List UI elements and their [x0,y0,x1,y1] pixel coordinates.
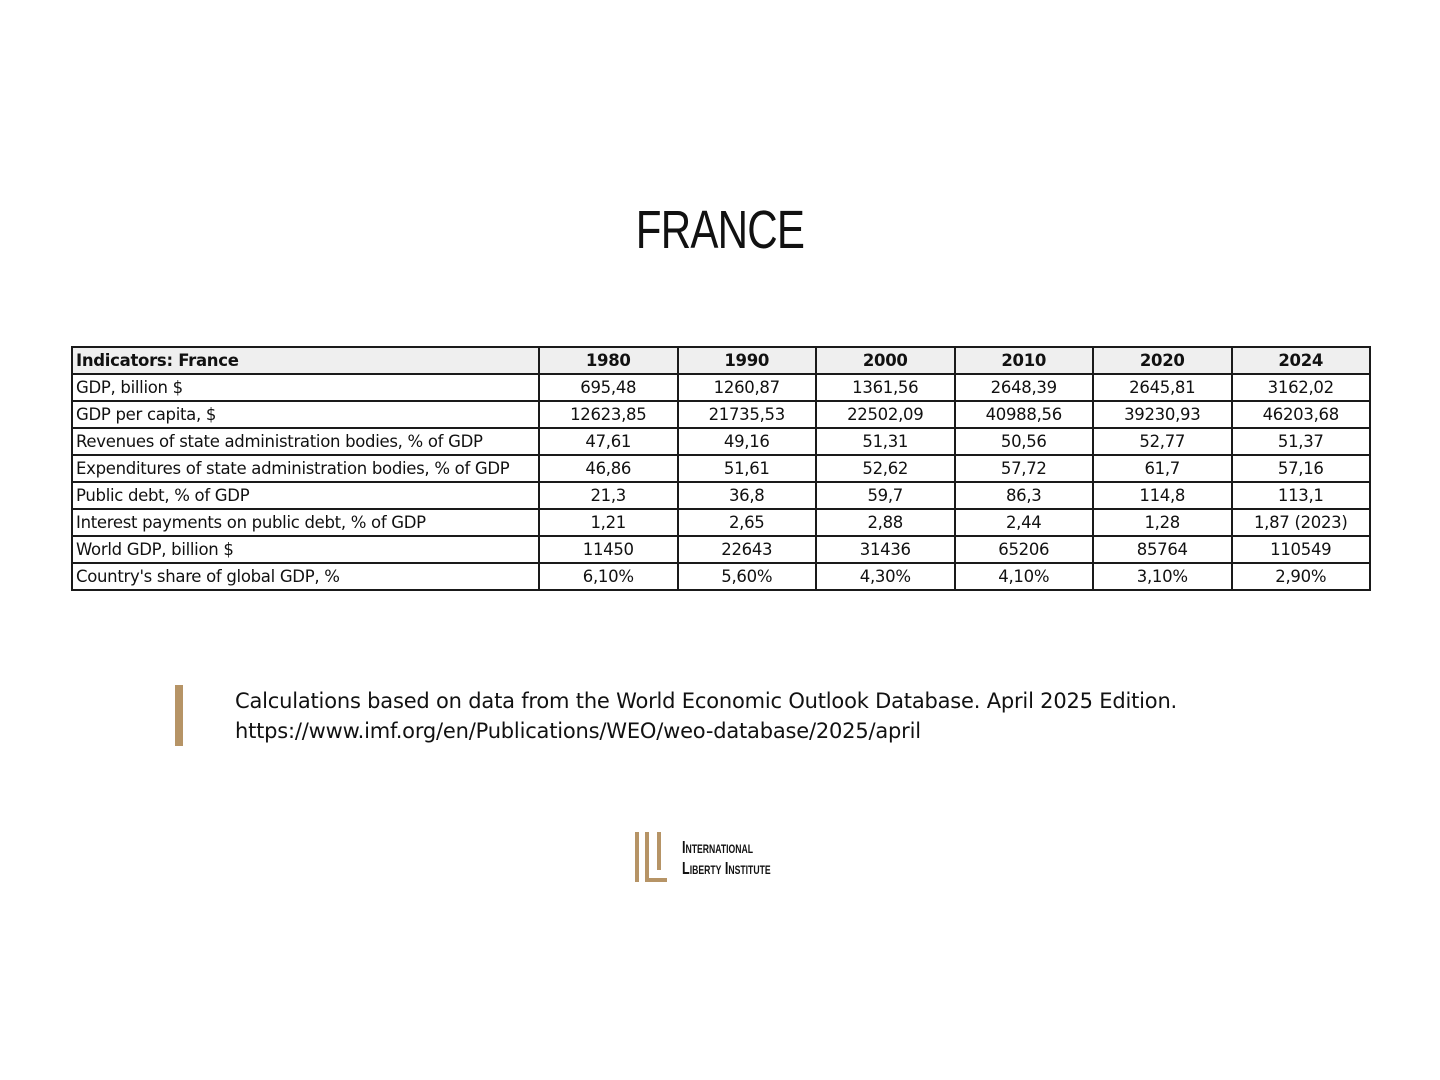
table-row [72,509,1370,536]
value-cell: 113,1 [1232,482,1371,509]
column-header: 2024 [1232,347,1371,374]
value-cell: 11450 [539,536,678,563]
value-cell: 4,10% [955,563,1094,590]
value-cell: 86,3 [955,482,1094,509]
value-cell: 1361,56 [816,374,955,401]
value-cell: 22643 [678,536,817,563]
value-cell: 3,10% [1093,563,1232,590]
page-title: FRANCE [635,200,805,260]
value-cell: 51,61 [678,455,817,482]
column-header: 2020 [1093,347,1232,374]
institute-logo [635,832,810,884]
indicator-cell: Interest payments on public debt, % of GDP [72,509,539,536]
table-row [72,401,1370,428]
source-url[interactable]: https://www.imf.org/en/Publications/WEO/weo-database/2025/april [235,719,921,743]
indicator-cell: GDP, billion $ [72,374,539,401]
value-cell: 52,62 [816,455,955,482]
logo-line-2: Liberty Institute [682,858,771,878]
value-cell: 22502,09 [816,401,955,428]
value-cell: 1,87 (2023) [1232,509,1371,536]
source-citation: Calculations based on data from the World Economic Outlook Database. April 2025 Edition. [235,689,1178,713]
value-cell: 46,86 [539,455,678,482]
value-cell: 50,56 [955,428,1094,455]
value-cell: 6,10% [539,563,678,590]
value-cell: 85764 [1093,536,1232,563]
table-row [72,374,1370,401]
table-row [72,428,1370,455]
value-cell: 114,8 [1093,482,1232,509]
value-cell: 31436 [816,536,955,563]
value-cell: 39230,93 [1093,401,1232,428]
value-cell: 2648,39 [955,374,1094,401]
value-cell: 21735,53 [678,401,817,428]
column-header: 1990 [678,347,817,374]
indicator-cell: Public debt, % of GDP [72,482,539,509]
value-cell: 21,3 [539,482,678,509]
value-cell: 12623,85 [539,401,678,428]
source-note [235,686,1177,746]
column-header: 1980 [539,347,678,374]
value-cell: 695,48 [539,374,678,401]
indicators-table [71,346,1371,591]
logo-text [682,837,771,879]
value-cell: 3162,02 [1232,374,1371,401]
logo-line-1: International [682,837,754,857]
value-cell: 5,60% [678,563,817,590]
indicator-cell: GDP per capita, $ [72,401,539,428]
value-cell: 2,44 [955,509,1094,536]
table-header-row [72,347,1370,374]
value-cell: 49,16 [678,428,817,455]
value-cell: 46203,68 [1232,401,1371,428]
ili-monogram-icon [635,832,669,884]
value-cell: 61,7 [1093,455,1232,482]
table-row [72,482,1370,509]
column-header: Indicators: France [72,347,539,374]
value-cell: 2,90% [1232,563,1371,590]
value-cell: 65206 [955,536,1094,563]
value-cell: 59,7 [816,482,955,509]
table-row [72,455,1370,482]
value-cell: 51,37 [1232,428,1371,455]
source-accent-bar [175,685,183,746]
indicator-cell: World GDP, billion $ [72,536,539,563]
value-cell: 40988,56 [955,401,1094,428]
value-cell: 110549 [1232,536,1371,563]
value-cell: 1260,87 [678,374,817,401]
column-header: 2000 [816,347,955,374]
value-cell: 52,77 [1093,428,1232,455]
value-cell: 2645,81 [1093,374,1232,401]
table-row [72,536,1370,563]
value-cell: 2,65 [678,509,817,536]
value-cell: 57,72 [955,455,1094,482]
value-cell: 1,21 [539,509,678,536]
value-cell: 2,88 [816,509,955,536]
value-cell: 47,61 [539,428,678,455]
column-header: 2010 [955,347,1094,374]
indicator-cell: Revenues of state administration bodies, % of GDP [72,428,539,455]
value-cell: 1,28 [1093,509,1232,536]
indicator-cell: Country's share of global GDP, % [72,563,539,590]
value-cell: 51,31 [816,428,955,455]
table-row [72,563,1370,590]
value-cell: 57,16 [1232,455,1371,482]
value-cell: 4,30% [816,563,955,590]
indicator-cell: Expenditures of state administration bodies, % of GDP [72,455,539,482]
value-cell: 36,8 [678,482,817,509]
